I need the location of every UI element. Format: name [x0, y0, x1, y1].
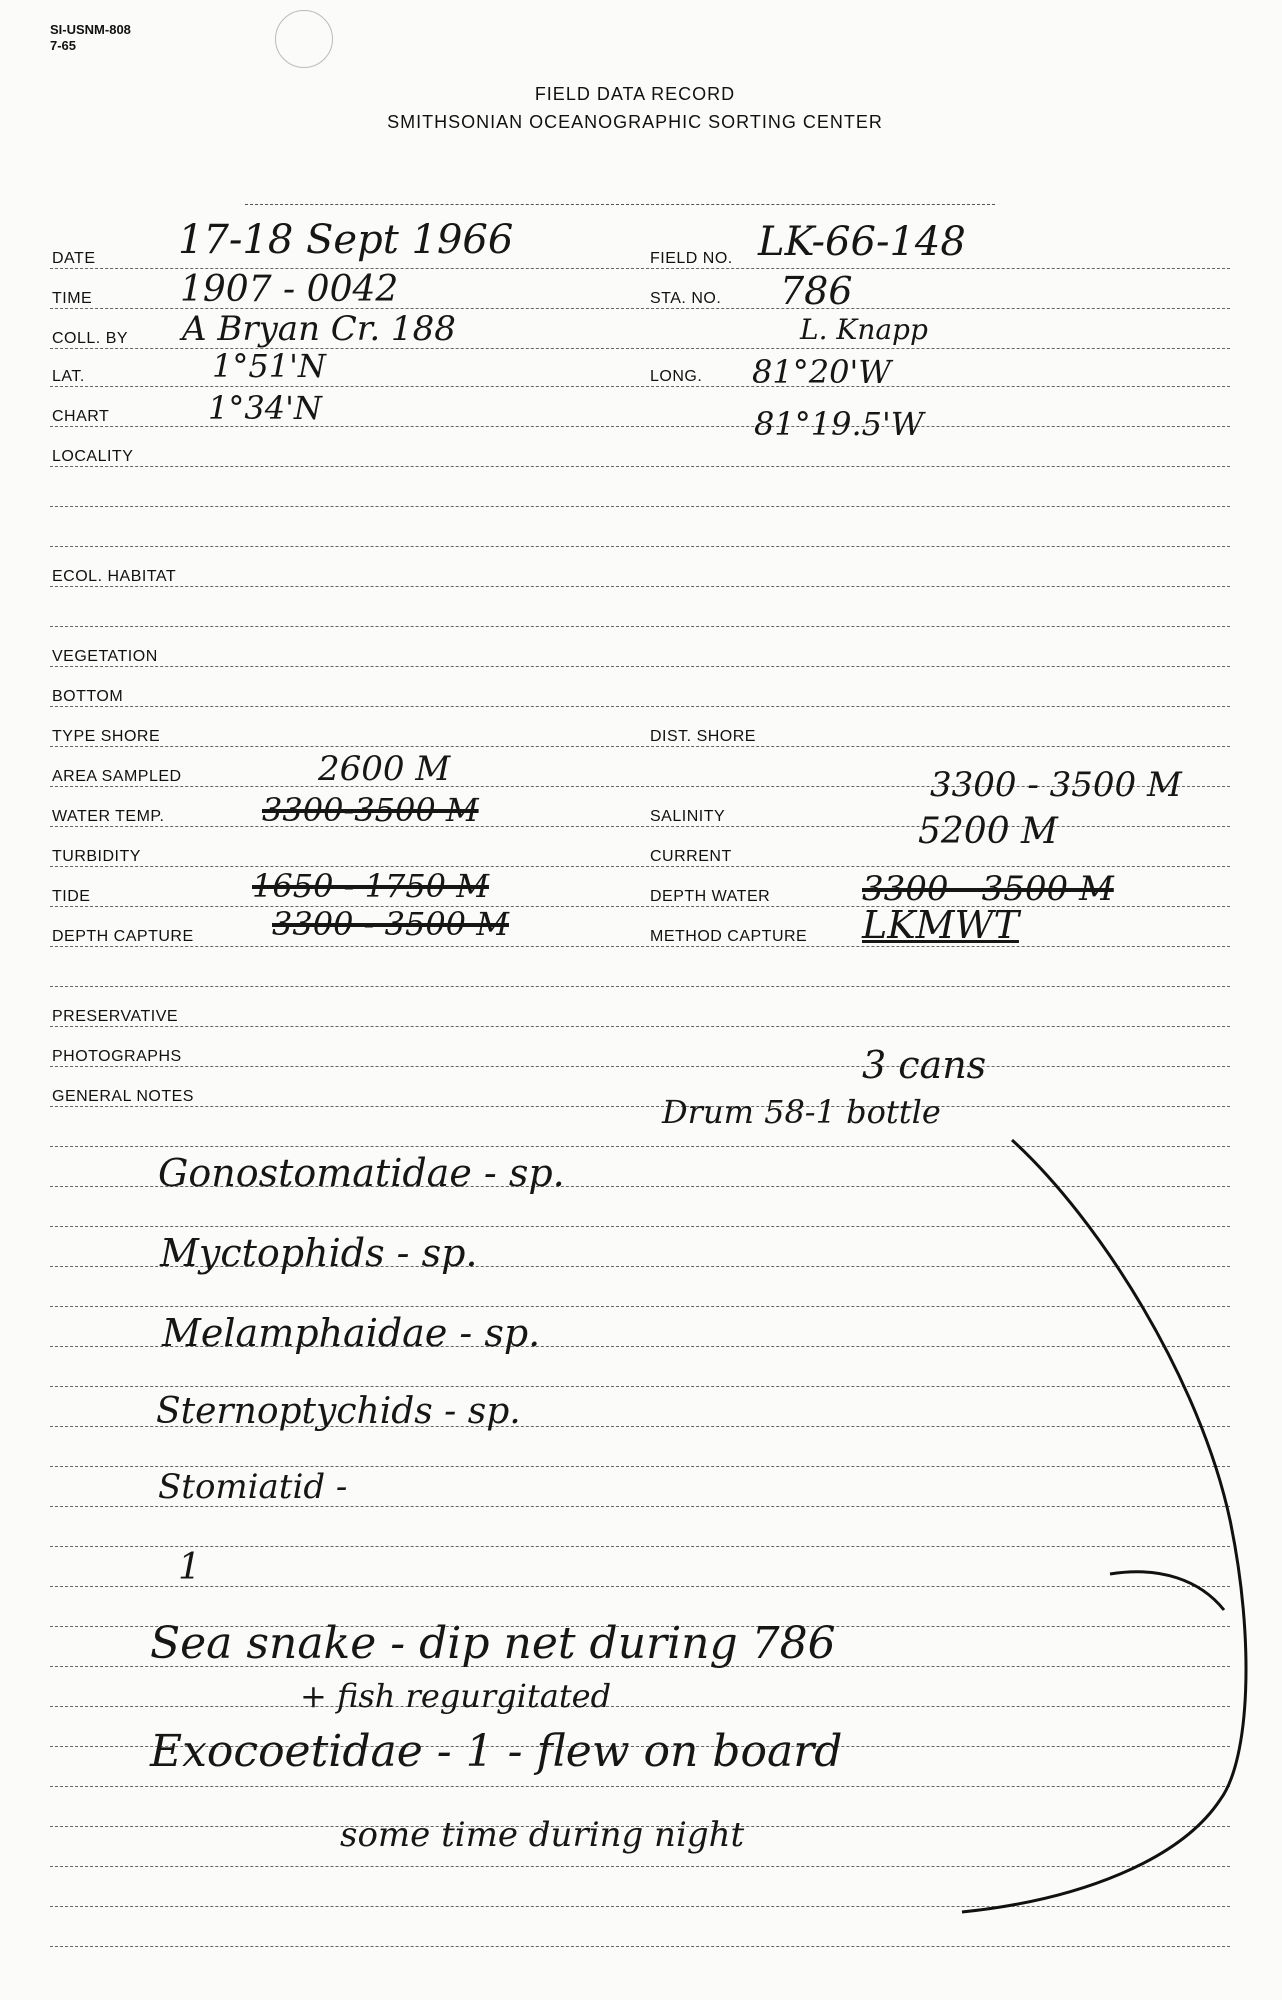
entry-coll-by: A Bryan Cr. 188 [182, 309, 456, 349]
note-line: Myctophids - sp. [160, 1231, 478, 1275]
entry-lat: 1°51'N [212, 347, 326, 385]
entry-coll-by-2: L. Knapp [800, 313, 928, 346]
label-sta-no: STA. NO. [650, 290, 724, 308]
label-ecol-habitat: ECOL. HABITAT [52, 568, 179, 586]
entry-tide-struck: 1650 - 1750 M [252, 867, 489, 905]
label-date: DATE [52, 250, 98, 268]
note-line: Exocoetidae - 1 - flew on board [150, 1726, 843, 1777]
label-vegetation: VEGETATION [52, 648, 161, 666]
entry-date: 17-18 Sept 1966 [178, 217, 514, 263]
entry-method-capture: LKMWT [862, 903, 1019, 947]
label-depth-capture: DEPTH CAPTURE [52, 928, 197, 946]
entry-current: 5200 M [918, 811, 1058, 852]
label-chart: CHART [52, 408, 112, 426]
note-line: some time during night [340, 1815, 745, 1855]
entry-sta-no: 786 [780, 269, 853, 313]
form-code-line1: SI-USNM-808 [50, 22, 131, 37]
label-field-no: FIELD NO. [650, 250, 736, 268]
note-line: Sea snake - dip net during 786 [150, 1618, 836, 1669]
label-water-temp: WATER TEMP. [52, 808, 167, 826]
entry-time: 1907 - 0042 [180, 269, 399, 310]
form-subtitle: SMITHSONIAN OCEANOGRAPHIC SORTING CENTER [387, 112, 883, 132]
entry-field-no: LK-66-148 [758, 219, 966, 265]
note-line: Gonostomatidae - sp. [158, 1151, 565, 1195]
entry-area-sampled-left: 2600 M [318, 749, 451, 789]
label-current: CURRENT [650, 848, 735, 866]
label-long: LONG. [650, 368, 705, 386]
note-line: Stomiatid - [158, 1467, 348, 1507]
label-salinity: SALINITY [650, 808, 728, 826]
label-turbidity: TURBIDITY [52, 848, 144, 866]
label-bottom: BOTTOM [52, 688, 126, 706]
entry-area-sampled-right: 3300 - 3500 M [930, 765, 1182, 805]
note-line: Melamphaidae - sp. [162, 1311, 541, 1355]
label-photographs: PHOTOGRAPHS [52, 1048, 185, 1066]
label-locality: LOCALITY [52, 448, 136, 466]
entry-water-temp-struck: 3300-3500 M [262, 791, 479, 829]
entry-chart-lat: 1°34'N [208, 389, 322, 427]
entry-photographs: 3 cans [862, 1043, 987, 1087]
label-dist-shore: DIST. SHORE [650, 728, 759, 746]
label-lat: LAT. [52, 368, 88, 386]
label-general-notes: GENERAL NOTES [52, 1088, 197, 1106]
entry-general-notes-top: Drum 58-1 bottle [662, 1093, 941, 1131]
entry-depth-capture-struck: 3300 - 3500 M [272, 905, 509, 943]
label-depth-water: DEPTH WATER [650, 888, 773, 906]
entry-chart-long: 81°19.5'W [754, 405, 924, 443]
label-area-sampled: AREA SAMPLED [52, 768, 185, 786]
label-coll-by: COLL. BY [52, 330, 131, 348]
entry-long: 81°20'W [752, 353, 892, 391]
note-line: Sternoptychids - sp. [156, 1391, 521, 1432]
note-line: 1 [178, 1547, 201, 1588]
form-title: FIELD DATA RECORD [534, 84, 736, 104]
label-tide: TIDE [52, 888, 93, 906]
label-time: TIME [52, 290, 95, 308]
note-line: + fish regurgitated [300, 1677, 612, 1715]
label-preservative: PRESERVATIVE [52, 1008, 181, 1026]
label-method-capture: METHOD CAPTURE [650, 928, 810, 946]
entry-depth-water-struck: 3300 - 3500 M [862, 869, 1114, 909]
form-code-line2: 7-65 [50, 38, 77, 53]
label-type-shore: TYPE SHORE [52, 728, 163, 746]
